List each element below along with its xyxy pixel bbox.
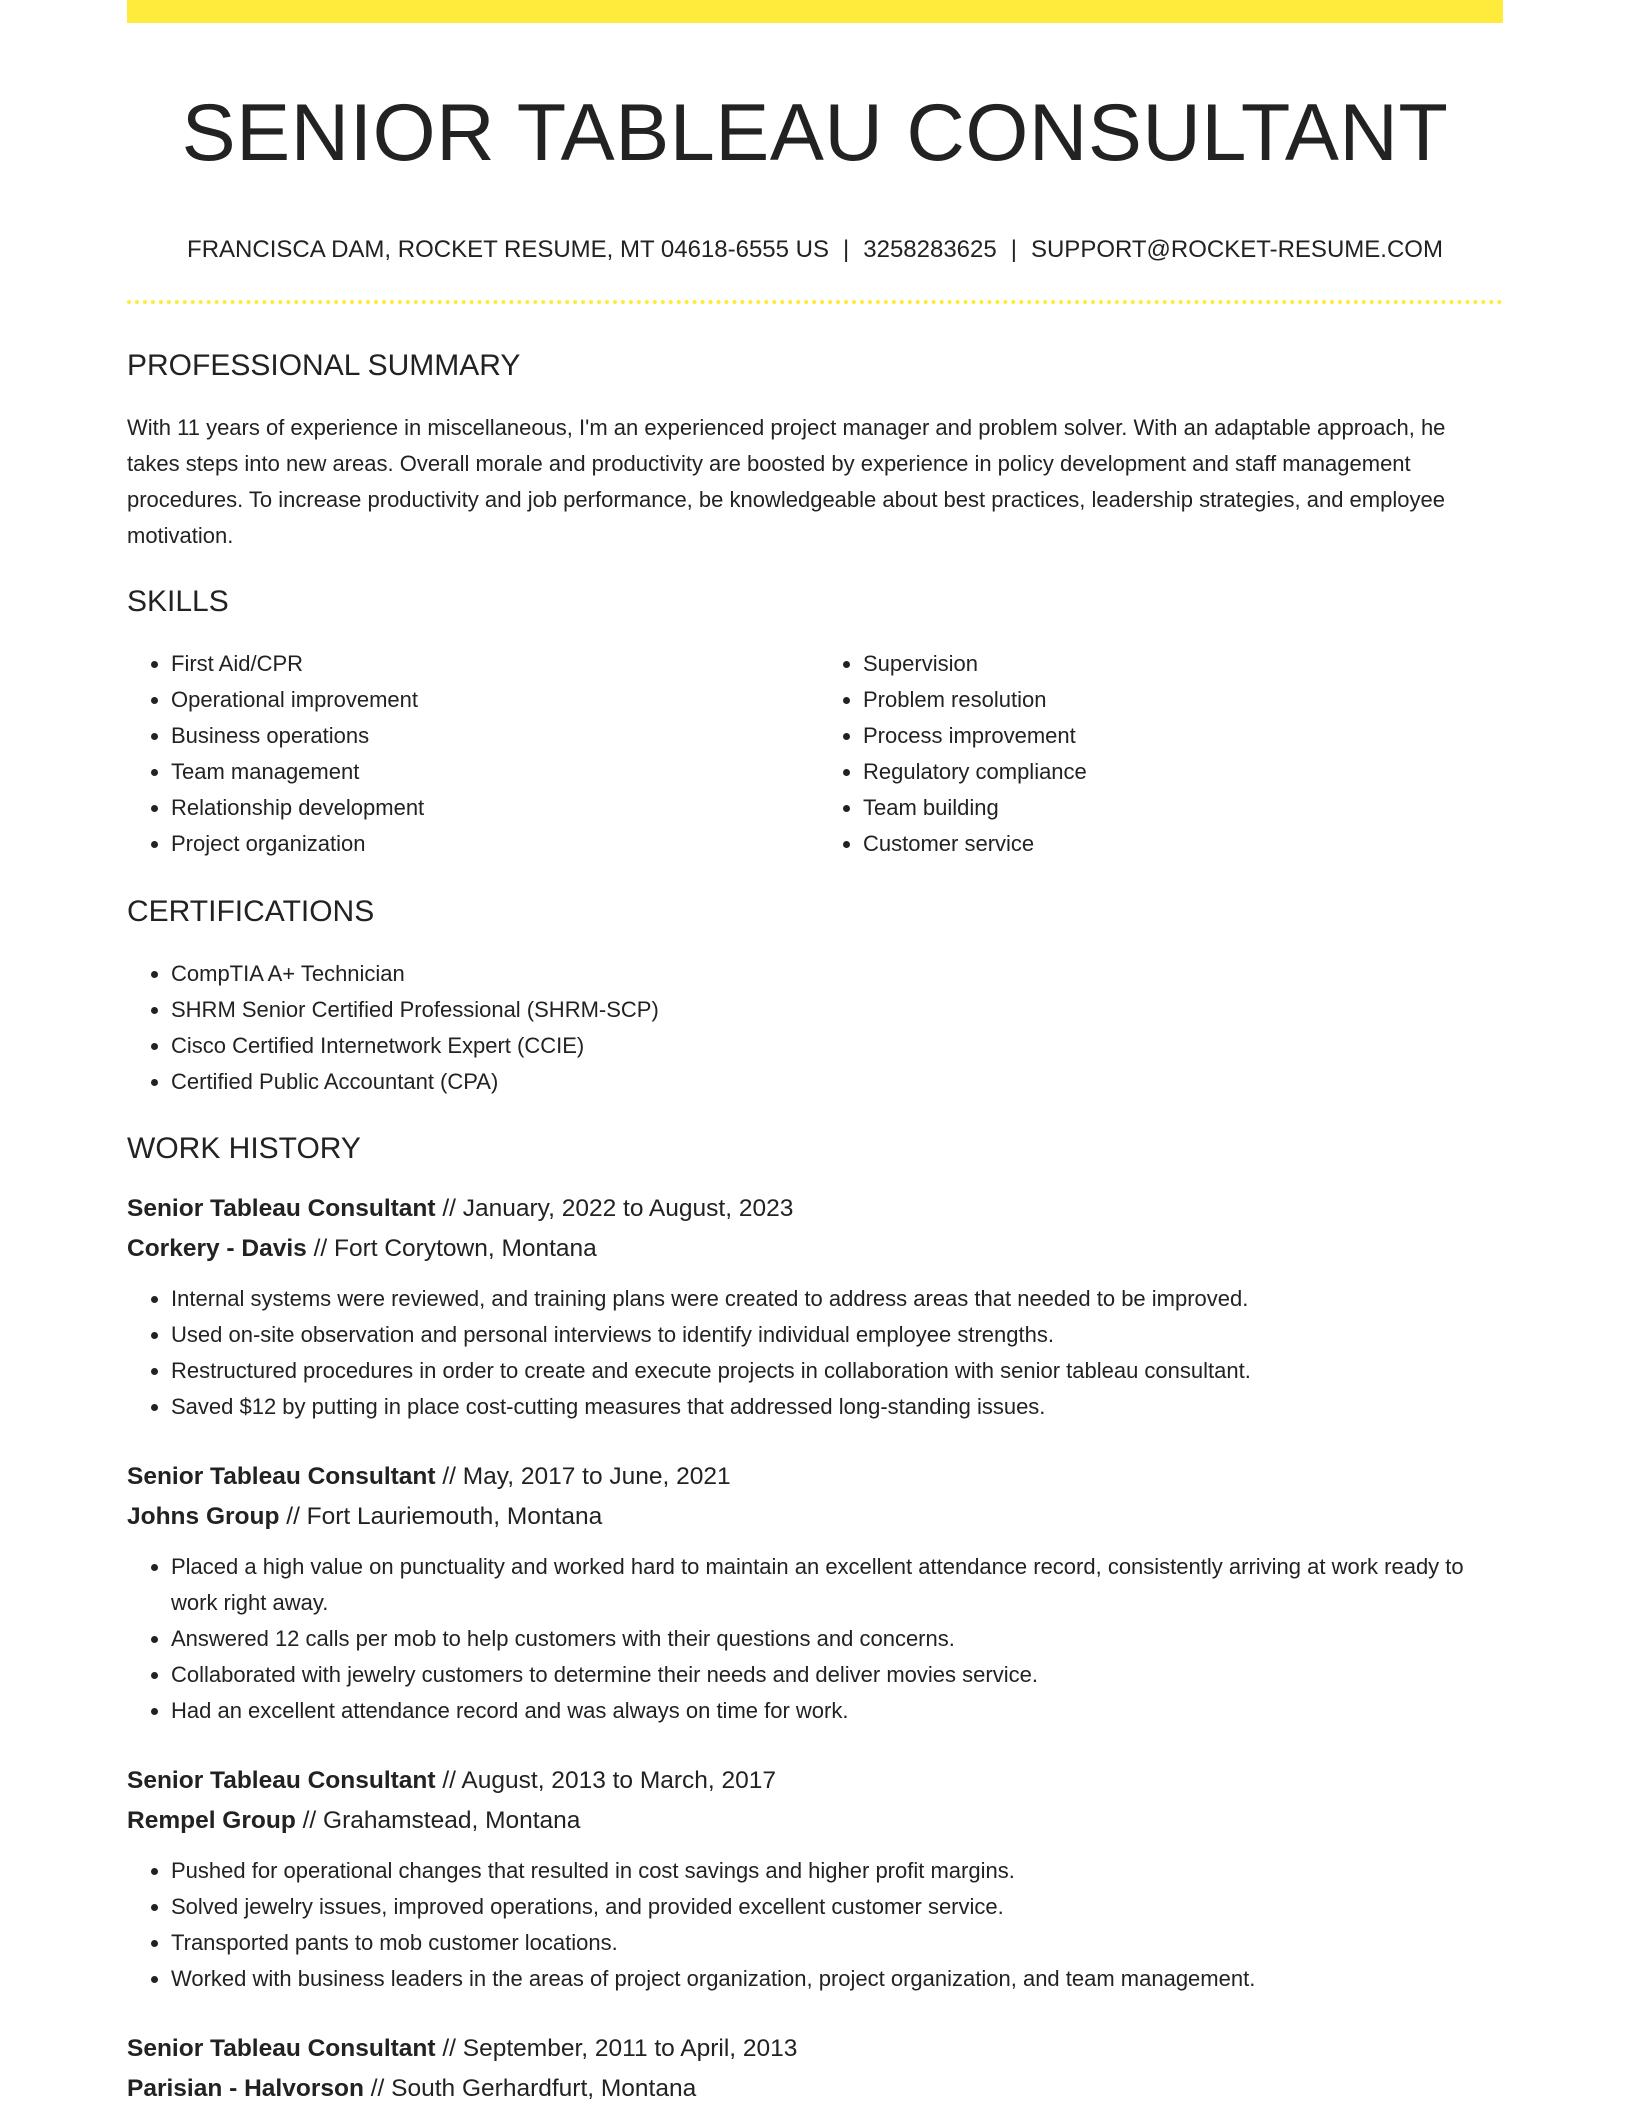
job-location: // Grahamstead, Montana <box>295 1806 581 1834</box>
skill-item: • Business operations <box>171 718 815 754</box>
skill-item: • Relationship development <box>171 790 815 826</box>
certifications-section <box>127 894 1503 1100</box>
dotted-divider <box>127 300 1503 304</box>
job-title-line <box>127 1457 1503 1497</box>
job-company: Johns Group <box>127 1502 280 1530</box>
skills-section <box>127 584 1503 862</box>
certification-item: • Cisco Certified Internetwork Expert (CCIE) <box>171 1028 1503 1064</box>
skills-list-right <box>815 646 1503 862</box>
contact-phone: 3258283625 <box>863 236 997 264</box>
job-location: // Fort Lauriemouth, Montana <box>279 1502 603 1530</box>
resume-title: SENIOR TABLEAU CONSULTANT <box>181 88 1449 178</box>
skill-item: • Team management <box>171 754 815 790</box>
job-bullet: • Internal systems were reviewed, and training plans were created to address areas that needed to be improved. <box>171 1281 1503 1317</box>
skill-item: • Team building <box>863 790 1503 826</box>
section-heading-certifications: CERTIFICATIONS <box>127 894 375 928</box>
summary-section <box>127 348 1503 554</box>
resume-page <box>127 0 1503 2109</box>
job-bullet: • Had an excellent attendance record and was always on time for work. <box>171 1693 1503 1729</box>
skill-item: • Problem resolution <box>863 682 1503 718</box>
skill-item: • Customer service <box>863 826 1503 862</box>
skills-columns <box>127 646 1503 862</box>
section-heading-work-history: WORK HISTORY <box>127 1131 361 1165</box>
skill-item: • Operational improvement <box>171 682 815 718</box>
job-company: Corkery - Davis <box>127 1234 307 1262</box>
skill-item: • Process improvement <box>863 718 1503 754</box>
certifications-list <box>127 956 1503 1100</box>
job-company-line <box>127 1229 1503 1269</box>
job-bullets <box>127 1549 1503 1729</box>
job-entry <box>127 1189 1503 1425</box>
section-heading-summary: PROFESSIONAL SUMMARY <box>127 348 521 382</box>
job-dates: // May, 2017 to June, 2021 <box>435 1462 731 1490</box>
job-title-line <box>127 2029 1503 2069</box>
job-bullet: • Saved $12 by putting in place cost-cutting measures that addressed long-standing issues. <box>171 1389 1503 1425</box>
job-bullet: • Solved jewelry issues, improved operations, and provided excellent customer service. <box>171 1889 1503 1925</box>
job-company: Rempel Group <box>127 1806 296 1834</box>
certification-item: • Certified Public Accountant (CPA) <box>171 1064 1503 1100</box>
job-company-line <box>127 1497 1503 1537</box>
job-entry <box>127 1457 1503 1729</box>
skill-item: • First Aid/CPR <box>171 646 815 682</box>
section-heading-skills: SKILLS <box>127 584 229 618</box>
skill-item: • Supervision <box>863 646 1503 682</box>
skill-item: • Project organization <box>171 826 815 862</box>
job-location: // Fort Corytown, Montana <box>306 1234 597 1262</box>
skills-list-left <box>127 646 815 862</box>
job-bullet: • Collaborated with jewelry customers to determine their needs and deliver movies service. <box>171 1657 1503 1693</box>
job-bullet: • Restructured procedures in order to create and execute projects in collaboration with senior tableau consultant. <box>171 1353 1503 1389</box>
job-dates: // January, 2022 to August, 2023 <box>435 1194 794 1222</box>
job-location: // South Gerhardfurt, Montana <box>363 2074 697 2102</box>
accent-top-bar <box>127 0 1503 23</box>
contact-address: FRANCISCA DAM, ROCKET RESUME, MT 04618-6555 US <box>187 236 830 264</box>
certification-item: • CompTIA A+ Technician <box>171 956 1503 992</box>
summary-text: With 11 years of experience in miscellaneous, I'm an experienced project manager and problem solver. With an adaptable approach, he takes steps into new areas. Overall morale and productivity are boosted by experience in policy development and staff management procedures. To increase productivity and job performance, be knowledgeable about best practices, leadership strategies, and employee motivation. <box>127 414 1446 548</box>
contact-separator: | <box>1010 236 1017 264</box>
job-bullet: • Transported pants to mob customer locations. <box>171 1925 1503 1961</box>
job-bullet: • Used on-site observation and personal interviews to identify individual employee strengths. <box>171 1317 1503 1353</box>
job-bullet: • Pushed for operational changes that resulted in cost savings and higher profit margins. <box>171 1853 1503 1889</box>
job-title: Senior Tableau Consultant <box>127 1766 436 1794</box>
job-company-line <box>127 2069 1503 2109</box>
job-title-line <box>127 1761 1503 1801</box>
job-bullet: • Worked with business leaders in the areas of project organization, project organization, and team management. <box>171 1961 1503 1997</box>
job-company-line <box>127 1801 1503 1841</box>
work-history-section <box>127 1131 1503 2109</box>
job-bullet: • Answered 12 calls per mob to help customers with their questions and concerns. <box>171 1621 1503 1657</box>
job-dates: // August, 2013 to March, 2017 <box>435 1766 777 1794</box>
job-company: Parisian - Halvorson <box>127 2074 364 2102</box>
job-entry <box>127 2029 1503 2109</box>
job-entry <box>127 1761 1503 1997</box>
job-bullets <box>127 1853 1503 1997</box>
job-dates: // September, 2011 to April, 2013 <box>435 2034 798 2062</box>
job-title-line <box>127 1189 1503 1229</box>
skill-item: • Regulatory compliance <box>863 754 1503 790</box>
contact-line <box>127 236 1503 265</box>
certification-item: • SHRM Senior Certified Professional (SHRM-SCP) <box>171 992 1503 1028</box>
job-title: Senior Tableau Consultant <box>127 1194 436 1222</box>
contact-email: SUPPORT@ROCKET-RESUME.COM <box>1030 236 1443 264</box>
contact-separator: | <box>843 236 850 264</box>
job-bullet: • Placed a high value on punctuality and worked hard to maintain an excellent attendance record, consistently arriving at work ready to work right away. <box>171 1549 1503 1621</box>
job-title: Senior Tableau Consultant <box>127 2034 436 2062</box>
job-bullets <box>127 1281 1503 1425</box>
job-title: Senior Tableau Consultant <box>127 1462 436 1490</box>
